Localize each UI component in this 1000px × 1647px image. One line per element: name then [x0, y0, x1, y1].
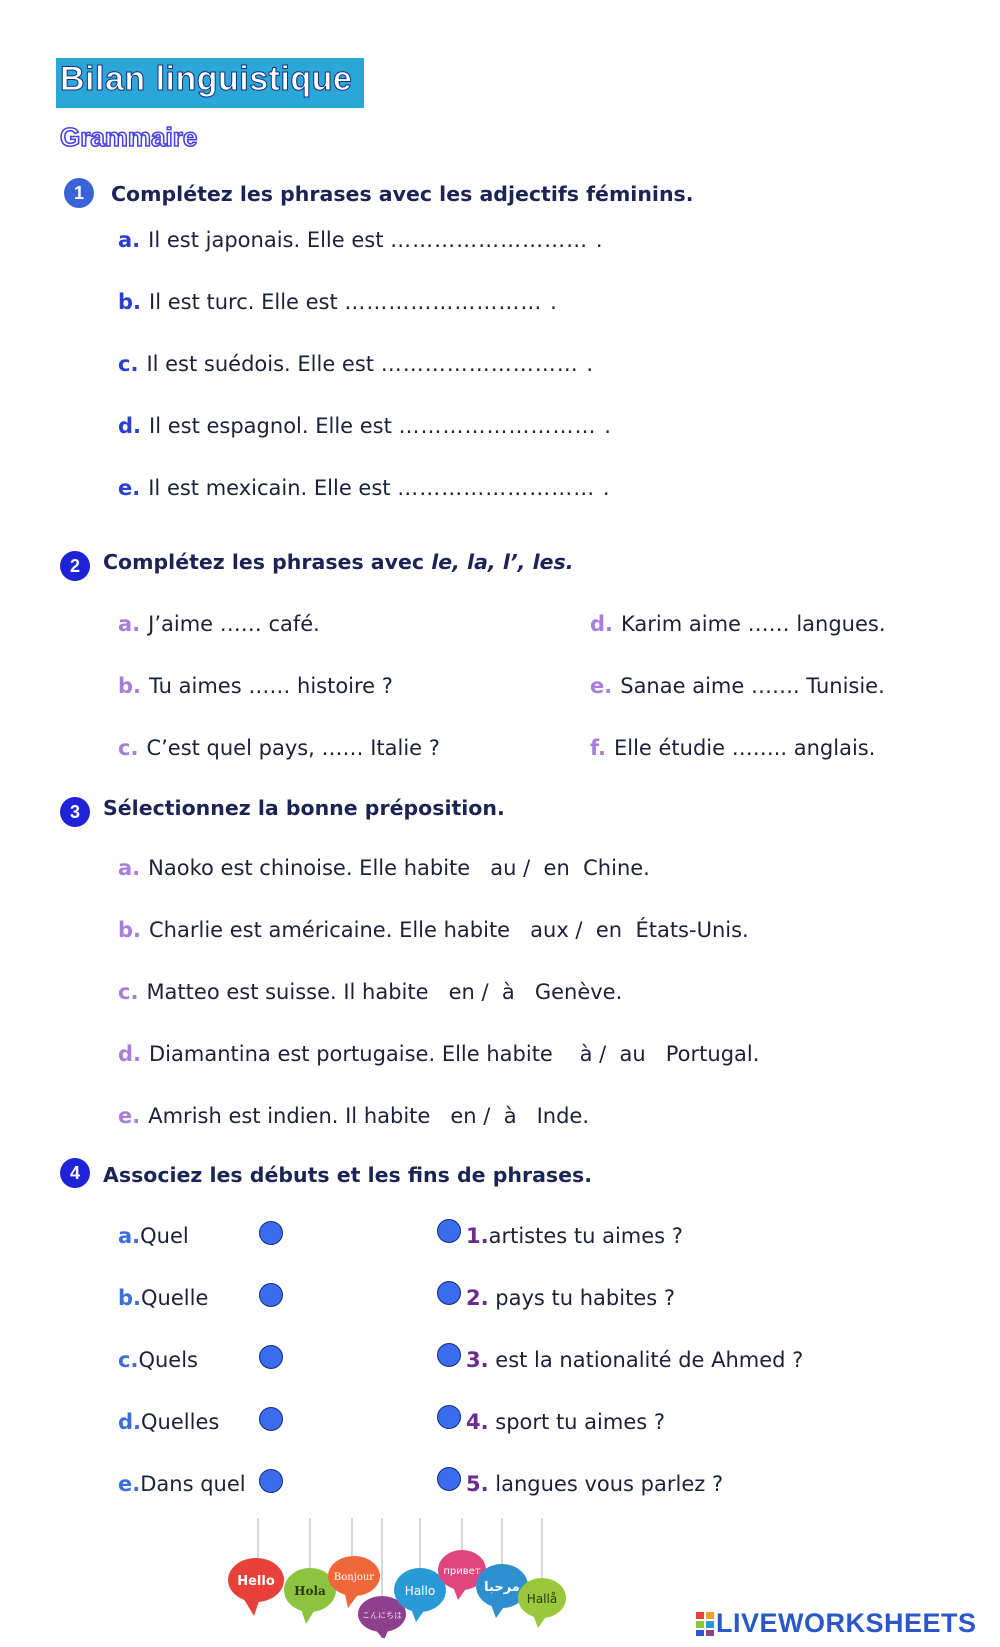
item-text: sport tu aimes ? — [495, 1410, 666, 1434]
match-dot-left-d[interactable] — [259, 1407, 283, 1431]
item-letter: d. — [118, 414, 142, 438]
option-2[interactable]: au — [619, 1042, 646, 1066]
exercise-2-item-a — [118, 612, 320, 636]
match-right-2 — [466, 1286, 675, 1310]
bubble-text: Bonjour — [333, 1572, 375, 1583]
option-2[interactable]: à — [503, 1104, 517, 1128]
match-right-1 — [466, 1224, 683, 1248]
item-letter: d. — [118, 1042, 142, 1066]
option-1[interactable]: à — [579, 1042, 593, 1066]
item-letter: a. — [118, 1224, 141, 1248]
item-text: artistes tu aimes ? — [488, 1224, 683, 1248]
exercise-2-instruction — [103, 550, 574, 574]
bubble-text: привет — [443, 1566, 481, 1577]
option-1[interactable]: aux — [530, 918, 569, 942]
item-text: Charlie est américaine. Elle habite — [149, 918, 511, 942]
answer-blank[interactable]: ……………………… . — [344, 290, 558, 314]
exercise-number-3: 3 — [60, 797, 90, 827]
item-text[interactable]: J’aime …… café. — [148, 612, 320, 636]
match-dot-left-a[interactable] — [259, 1221, 283, 1245]
item-text: Diamantina est portugaise. Elle habite — [149, 1042, 553, 1066]
match-dot-left-b[interactable] — [259, 1283, 283, 1307]
item-text: est la nationalité de Ahmed ? — [495, 1348, 804, 1372]
item-text: pays tu habites ? — [495, 1286, 676, 1310]
exercise-2-item-f — [590, 736, 875, 760]
bubble-halla — [518, 1578, 566, 1628]
item-text: Quelle — [141, 1286, 209, 1310]
instruction-text: Complétez les phrases avec — [103, 550, 432, 574]
item-text[interactable]: Tu aimes …… histoire ? — [149, 674, 393, 698]
bubble-text: Hello — [237, 1574, 275, 1589]
item-text[interactable]: Karim aime …… langues. — [621, 612, 886, 636]
instruction-articles: le, la, l’, les. — [431, 550, 574, 574]
match-dot-left-e[interactable] — [259, 1469, 283, 1493]
item-end: États-Unis. — [635, 918, 749, 942]
match-right-4 — [466, 1410, 665, 1434]
item-text: Quel — [140, 1224, 189, 1248]
exercise-number-2: 2 — [60, 551, 90, 581]
item-letter: a. — [118, 612, 141, 636]
exercise-1-item-d — [118, 414, 612, 438]
item-letter: c. — [118, 1348, 139, 1372]
item-number: 5. — [466, 1472, 489, 1496]
item-letter: e. — [590, 674, 613, 698]
answer-blank[interactable]: ……………………… . — [390, 228, 604, 252]
item-letter: d. — [118, 1410, 142, 1434]
item-letter: b. — [118, 674, 142, 698]
option-1[interactable]: au — [490, 856, 517, 880]
option-2[interactable]: en — [595, 918, 623, 942]
exercise-2-item-d — [590, 612, 886, 636]
bubble-text: Hallå — [526, 1592, 558, 1606]
item-text: Il est suédois. Elle est — [146, 352, 375, 376]
item-letter: b. — [118, 290, 142, 314]
item-letter: b. — [118, 918, 142, 942]
match-dot-right-1[interactable] — [437, 1219, 461, 1243]
exercise-4-instruction: Associez les débuts et les fins de phrases. — [103, 1163, 593, 1187]
item-text: Quelles — [141, 1410, 220, 1434]
option-1[interactable]: en — [450, 1104, 477, 1128]
item-text: Quels — [138, 1348, 198, 1372]
match-dot-right-5[interactable] — [437, 1467, 461, 1491]
exercise-2-item-e — [590, 674, 885, 698]
match-right-5 — [466, 1472, 723, 1496]
item-text: langues vous parlez ? — [495, 1472, 724, 1496]
exercise-number-4: 4 — [60, 1158, 90, 1188]
item-letter: c. — [118, 352, 139, 376]
exercise-number-1: 1 — [64, 178, 94, 208]
exercise-3-item-a: a. Naoko est chinoise. Elle habite au / en Chine. — [118, 856, 650, 880]
item-end: Portugal. — [665, 1042, 760, 1066]
match-left-a — [118, 1224, 189, 1248]
item-text: Il est turc. Elle est — [149, 290, 338, 314]
match-dot-right-4[interactable] — [437, 1405, 461, 1429]
match-left-c — [118, 1348, 198, 1372]
item-text[interactable]: C’est quel pays, …… Italie ? — [146, 736, 440, 760]
exercise-3-item-c: c. Matteo est suisse. Il habite en / à Genève. — [118, 980, 623, 1004]
match-left-d — [118, 1410, 219, 1434]
exercise-1-item-a — [118, 228, 604, 252]
item-text: Matteo est suisse. Il habite — [146, 980, 429, 1004]
answer-blank[interactable]: ……………………… . — [398, 414, 612, 438]
item-text[interactable]: Sanae aime ……. Tunisie. — [620, 674, 885, 698]
liveworksheets-logo[interactable]: LIVEWORKSHEETS — [716, 1608, 977, 1638]
liveworksheets-logo-icon — [696, 1612, 716, 1636]
item-letter: b. — [118, 1286, 142, 1310]
item-number: 3. — [466, 1348, 489, 1372]
item-end: Inde. — [536, 1104, 590, 1128]
item-text: Amrish est indien. Il habite — [148, 1104, 431, 1128]
match-dot-right-3[interactable] — [437, 1343, 461, 1367]
greeting-bubbles-illustration — [220, 1518, 600, 1638]
item-text: Naoko est chinoise. Elle habite — [148, 856, 471, 880]
match-dot-right-2[interactable] — [437, 1281, 461, 1305]
bubble-text: Hola — [294, 1584, 326, 1598]
item-letter: e. — [118, 1104, 141, 1128]
answer-blank[interactable]: ……………………… . — [397, 476, 611, 500]
item-letter: f. — [590, 736, 606, 760]
item-letter: a. — [118, 856, 141, 880]
item-text: Il est japonais. Elle est — [148, 228, 384, 252]
item-text: Il est espagnol. Elle est — [149, 414, 392, 438]
option-2[interactable]: en — [543, 856, 570, 880]
exercise-2-item-c — [118, 736, 440, 760]
exercise-3-item-e: e. Amrish est indien. Il habite en / à Inde. — [118, 1104, 590, 1128]
item-end: Genève. — [534, 980, 623, 1004]
item-end: Chine. — [583, 856, 650, 880]
option-1[interactable]: en — [448, 980, 475, 1004]
section-subtitle: Grammaire — [60, 122, 198, 152]
exercise-3-item-b: b. Charlie est américaine. Elle habite aux / en États-Unis. — [118, 918, 749, 942]
exercise-1-item-e — [118, 476, 611, 500]
match-left-e — [118, 1472, 246, 1496]
item-text: Dans quel — [140, 1472, 246, 1496]
option-2[interactable]: à — [501, 980, 515, 1004]
exercise-1-item-c — [118, 352, 594, 376]
match-right-3 — [466, 1348, 803, 1372]
exercise-2-item-b — [118, 674, 393, 698]
item-text[interactable]: Elle étudie …….. anglais. — [613, 736, 876, 760]
item-number: 4. — [466, 1410, 489, 1434]
item-letter: d. — [590, 612, 614, 636]
bubble-text: Hallo — [404, 1584, 436, 1598]
item-letter: c. — [118, 736, 139, 760]
exercise-1-item-b — [118, 290, 558, 314]
page-title: Bilan linguistique — [60, 60, 353, 98]
bubble-text: こんにちは — [362, 1611, 402, 1620]
exercise-3-item-d: d. Diamantina est portugaise. Elle habite à / au Portugal. — [118, 1042, 760, 1066]
item-letter: a. — [118, 228, 141, 252]
exercise-1-instruction: Complétez les phrases avec les adjectifs féminins. — [111, 182, 694, 206]
item-letter: e. — [118, 476, 141, 500]
item-letter: c. — [118, 980, 139, 1004]
bubble-text: مرحبا — [484, 1580, 520, 1595]
bubble-hello — [228, 1558, 284, 1616]
item-number: 1. — [466, 1224, 489, 1248]
answer-blank[interactable]: ……………………… . — [380, 352, 595, 376]
match-dot-left-c[interactable] — [259, 1345, 283, 1369]
item-text: Il est mexicain. Elle est — [148, 476, 391, 500]
item-number: 2. — [466, 1286, 489, 1310]
item-letter: e. — [118, 1472, 141, 1496]
exercise-3-instruction: Sélectionnez la bonne préposition. — [103, 796, 505, 820]
match-left-b — [118, 1286, 208, 1310]
